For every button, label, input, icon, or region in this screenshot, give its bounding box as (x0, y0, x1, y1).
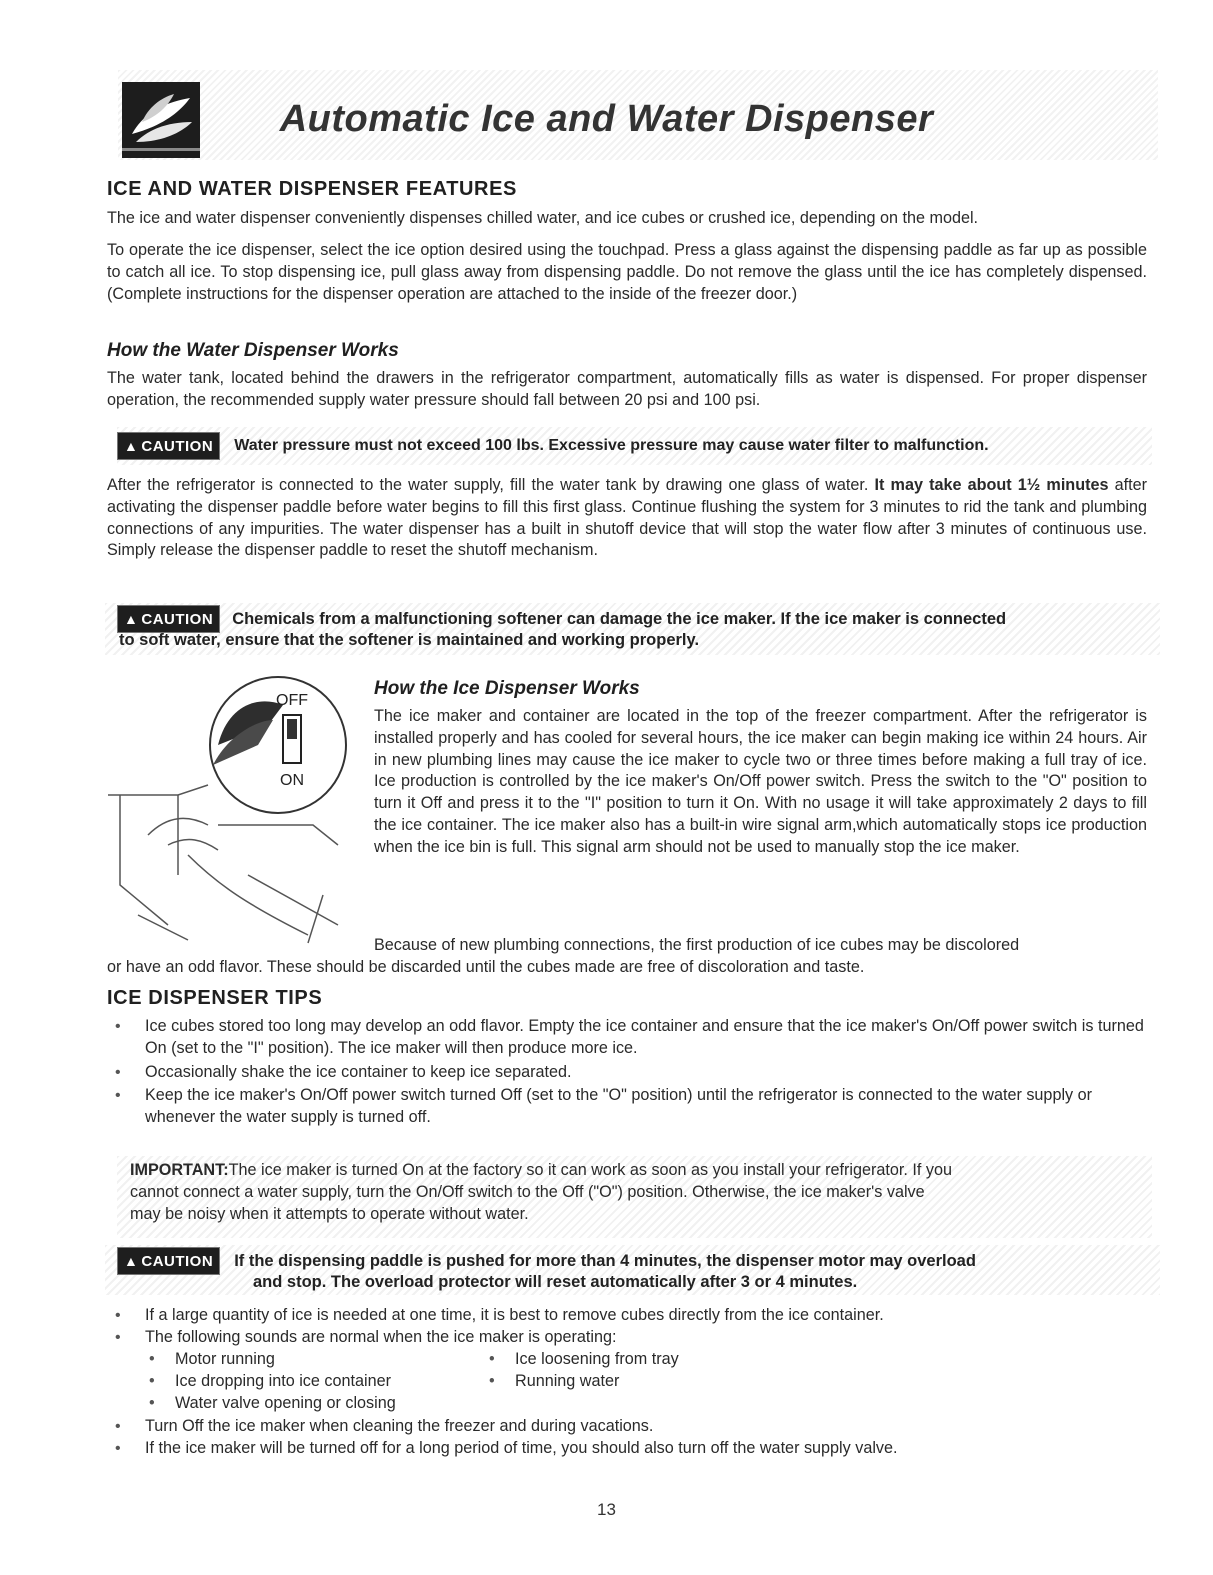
caution-softener: ▲ CAUTION Chemicals from a malfunctioning softener can damage the ice maker. If the ice maker is connected to soft water, ensure that the softener is maintained and working properly. (105, 603, 1160, 655)
important-label: IMPORTANT: (130, 1161, 229, 1179)
list-item: • The following sounds are normal when the ice maker is operating: (107, 1327, 1147, 1349)
sounds-list-left (145, 1349, 475, 1414)
switch-off-label: OFF (276, 692, 308, 709)
warning-triangle-icon: ▲ (124, 611, 139, 627)
caution-badge: ▲ CAUTION (117, 1247, 220, 1275)
water-works-heading: How the Water Dispenser Works (107, 340, 399, 361)
caution-badge: ▲ CAUTION (117, 432, 220, 460)
tips-list-3 (107, 1416, 1147, 1460)
features-heading: ICE AND WATER DISPENSER FEATURES (107, 178, 517, 200)
features-intro: The ice and water dispenser conveniently dispenses chilled water, and ice cubes or crushed ice, depending on the model. (107, 209, 979, 227)
ice-works-heading: How the Ice Dispenser Works (374, 678, 640, 699)
list-item: • Water valve opening or closing (145, 1393, 475, 1415)
list-item: • Turn Off the ice maker when cleaning the freezer and during vacations. (107, 1416, 1147, 1438)
list-item: • If the ice maker will be turned off for a long period of time, you should also turn off the water supply valve. (107, 1438, 1147, 1460)
ice-discolor-line2: or have an odd flavor. These should be discarded until the cubes made are free of discoloration and taste. (107, 958, 865, 976)
tips-heading: ICE DISPENSER TIPS (107, 987, 323, 1009)
page-title: Automatic Ice and Water Dispenser (279, 98, 934, 140)
caution-badge: ▲ CAUTION (117, 605, 220, 633)
list-item: • Ice dropping into ice container (145, 1371, 475, 1393)
warning-triangle-icon: ▲ (124, 1253, 139, 1269)
water-works-paragraph: The water tank, located behind the drawers in the refrigerator compartment, automatically fills as water is dispensed. For proper dispenser operation, the recommended supply water pressure should fall between 20 psi and 100 psi. (107, 369, 1147, 409)
list-item: • If a large quantity of ice is needed at one time, it is best to remove cubes directly from the ice container. (107, 1305, 1147, 1327)
important-notice: IMPORTANT:The ice maker is turned On at the factory so it can work as soon as you install your refrigerator. If you cannot connect a water supply, turn the On/Off switch to the Off ("O") position. Otherwise, the ice maker's valve may be noisy when it attempts to operate without water. (117, 1156, 1152, 1238)
list-item: • Ice cubes stored too long may develop an odd flavor. Empty the ice container and ensure that the ice maker's On/Off power switch is turned On (set to the "I" position). The ice maker will then produce more ice. (107, 1016, 1147, 1060)
water-flush-paragraph: After the refrigerator is connected to the water supply, fill the water tank by drawing one glass of water. It may take about 1½ minutes after activating the dispenser paddle before water begins to fill this first glass. Continue flushing the system for 3 minutes to rid the tank and plumbing connections of any impurities. The water dispenser has a built in shutoff device that will stop the water flow after 3 minutes of continuous use. Simply release the dispenser paddle to reset the shutoff mechanism. (107, 476, 1148, 560)
page-number: 13 (597, 1500, 616, 1519)
switch-on-label: ON (280, 772, 304, 789)
caution-text: Water pressure must not exceed 100 lbs. Excessive pressure may cause water filter to malfunction. (234, 437, 989, 454)
list-item: • Occasionally shake the ice container to keep ice separated. (107, 1062, 1147, 1084)
caution-water-pressure (117, 427, 1152, 465)
ice-maker-switch-illustration (108, 675, 366, 945)
ice-discolor-line1: Because of new plumbing connections, the first production of ice cubes may be discolored (374, 936, 1020, 954)
list-item: • Ice loosening from tray (485, 1349, 815, 1371)
list-item: • Motor running (145, 1349, 475, 1371)
features-operation: To operate the ice dispenser, select the ice option desired using the touchpad. Press a glass against the dispensing paddle as far up as possible to catch all ice. To stop dispensing ice, pull glass away from dispensing paddle. Do not remove the glass until the ice has completely dispensed. (Complete instructions for the dispenser operation are attached to the inside of the freezer door.) (107, 241, 1147, 303)
caution-overload: ▲ CAUTION If the dispensing paddle is pushed for more than 4 minutes, the dispenser motor may overload and stop. The overload protector will reset automatically after 3 or 4 minutes. (105, 1245, 1160, 1295)
ice-works-paragraph: The ice maker and container are located in the top of the freezer compartment. After the refrigerator is installed properly and has cooled for several hours, the ice maker can begin making ice within 24 hours. Air in new plumbing lines may cause the ice maker to cycle two or three times before making a full tray of ice. Ice production is controlled by the ice maker's On/Off power switch. Press the switch to the "O" position to turn it Off and press it to the "I" position to turn it On. With no usage it will take approximately 2 days to fill the ice container. The ice maker also has a built-in wire signal arm,which automatically stops ice production when the ice bin is full. This signal arm should not be used to manually stop the ice maker. (374, 707, 1147, 856)
list-item: • Running water (485, 1371, 815, 1393)
tips-list-2 (107, 1305, 1147, 1349)
warning-triangle-icon: ▲ (124, 438, 139, 454)
list-item: • Keep the ice maker's On/Off power switch turned Off (set to the "O" position) until the refrigerator is connected to the water supply or whenever the water supply is turned off. (107, 1085, 1147, 1129)
sounds-list-right (485, 1349, 815, 1393)
tips-list (107, 1016, 1147, 1129)
